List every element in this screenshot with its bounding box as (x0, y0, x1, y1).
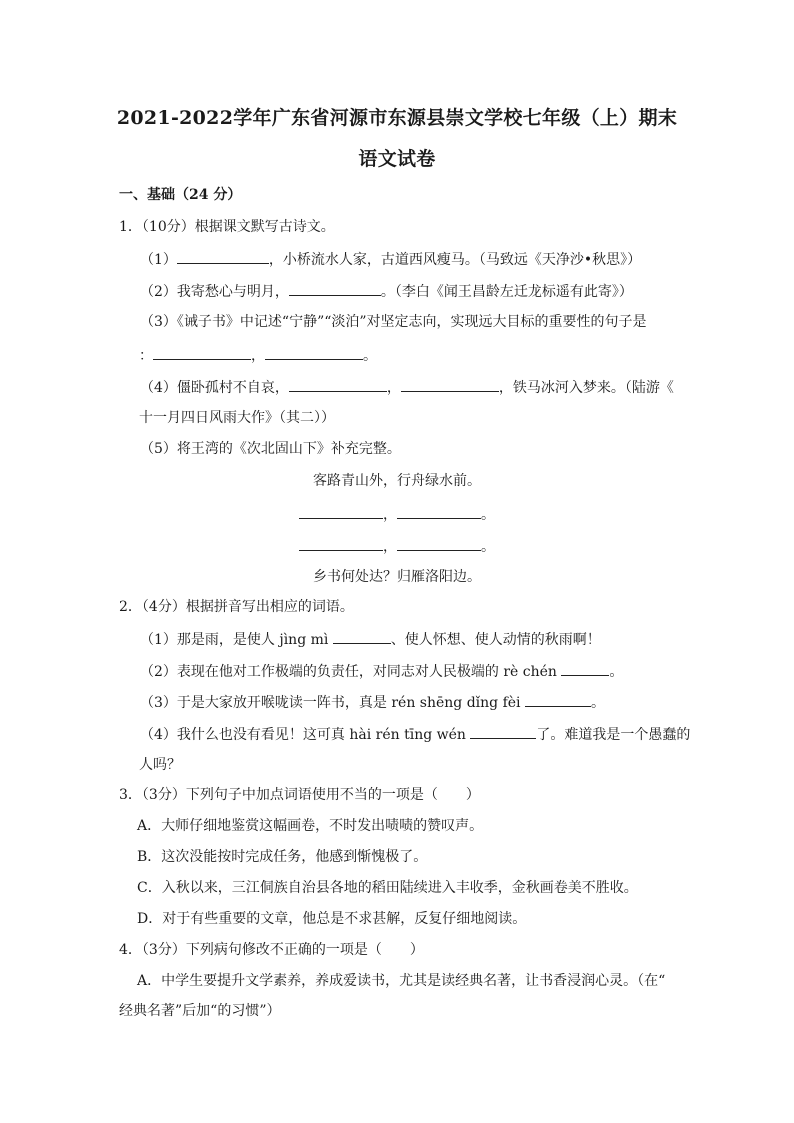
q2-part4-text-a: （4）我什么也没有看见！这可真 hài rén tīng wén (140, 727, 471, 743)
q2-part2-text-a: （2）表现在他对工作极端的负责任，对同志对人民极端的 rè chén (140, 664, 562, 680)
q1-stem: 1．（10分）根据课文默写古诗文。 (119, 219, 335, 235)
q4-option-a-line1[interactable]: A．中学生要提升文学素养，养成爱读书，尤其是读经典名著，让书香浸润心灵。（在“ (137, 973, 666, 989)
q2-part2 (140, 662, 623, 680)
q2-part1-blank[interactable] (333, 630, 391, 644)
q2-part3-text-a: （3）于是大家放开喉咙读一阵书，真是 rén shēng dǐng fèi (140, 695, 525, 711)
q1-part3-colon: ： (139, 348, 153, 364)
q3-option-c[interactable]: C．入秋以来，三江侗族自治县各地的稻田陆续进入丰收季，金秋画卷美不胜收。 (137, 880, 638, 896)
q1-part4-blank2[interactable] (401, 378, 499, 392)
q1-part4-line1 (140, 378, 674, 396)
poem-line3-end: 。 (481, 539, 495, 555)
q2-stem: 2．（4分）根据拼音写出相应的词语。 (119, 599, 354, 615)
poem-line2-comma: ， (383, 507, 397, 523)
q2-part4-line1 (140, 725, 690, 743)
poem-line3-comma: ， (383, 539, 397, 555)
q2-part3-text-b: 。 (590, 695, 605, 711)
poem-line3-blank1[interactable] (299, 537, 383, 551)
q1-part3-blank1[interactable] (153, 346, 251, 360)
q1-part2-text-b: 。（李白《闻王昌龄左迁龙标遥有此寄》） (380, 284, 633, 300)
q3-option-b[interactable]: B．这次没能按时完成任务，他感到惭愧极了。 (137, 849, 428, 865)
poem-line2-blank2[interactable] (397, 505, 481, 519)
q2-part3-blank[interactable] (525, 693, 591, 707)
poem-line3 (0, 537, 794, 555)
q1-part5: （5）将王湾的《次北固山下》补充完整。 (140, 441, 401, 457)
q2-part1-text-b: 、使人怀想、使人动情的秋雨啊！ (390, 632, 601, 648)
q1-part1-number: （1） (140, 252, 177, 268)
exam-title-line2: 语文试卷 (358, 148, 436, 170)
q1-part4-text-b: ，铁马冰河入梦来。（陆游《 (498, 380, 674, 396)
poem-line4: 乡书何处达？归雁洛阳边。 (313, 569, 481, 585)
q1-part1-text: ，小桥流水人家，古道西风瘦马。（马致远《天净沙•秋思》） (268, 252, 642, 268)
q1-part3-line1: （3）《诫子书》中记述“宁静”“淡泊”对坚定志向，实现远大目标的重要性的句子是 (140, 314, 647, 330)
q1-part2-text-a: （2）我寄愁心与明月， (140, 284, 289, 300)
section-heading-basics: 一、基础（24 分） (119, 187, 242, 203)
exam-title-line1: 2021-2022学年广东省河源市东源县崇文学校七年级（上）期末 (116, 107, 678, 129)
q1-part1 (140, 250, 641, 268)
q1-part2-blank[interactable] (289, 282, 381, 296)
q2-part2-text-b: 。 (609, 664, 624, 680)
poem-line3-blank2[interactable] (397, 537, 481, 551)
poem-line2-blank1[interactable] (299, 505, 383, 519)
q1-part3-end: 。 (363, 348, 377, 364)
q1-part4-line2: 十一月四日风雨大作》（其二）） (139, 410, 335, 426)
q3-option-d[interactable]: D．对于有些重要的文章，他总是不求甚解，反复仔细地阅读。 (137, 911, 527, 927)
q3-option-a[interactable]: A．大师仔细地鉴赏这幅画卷，不时发出啧啧的赞叹声。 (137, 818, 484, 834)
q2-part2-blank[interactable] (561, 662, 609, 676)
q2-part1 (140, 630, 601, 648)
q1-part4-blank1[interactable] (289, 378, 387, 392)
poem-line2-end: 。 (481, 507, 495, 523)
q2-part4-blank[interactable] (470, 725, 536, 739)
q2-part1-text-a: （1）那是雨，是使人 jìng mì (140, 632, 333, 648)
q1-part3-blank2[interactable] (265, 346, 363, 360)
q4-option-a-line2: 经典名著”后加“的习惯”） (119, 1003, 281, 1019)
q2-part4-text-b: 了。难道我是一个愚蠢的 (536, 727, 691, 743)
q3-stem: 3．（3分）下列句子中加点词语使用不当的一项是（ ） (119, 787, 480, 803)
poem-line2 (0, 505, 794, 523)
poem-line1: 客路青山外，行舟绿水前。 (313, 473, 481, 489)
q1-part3-comma: ， (251, 348, 265, 364)
q1-part1-blank[interactable] (177, 250, 269, 264)
q2-part3 (140, 693, 605, 711)
q4-stem: 4．（3分）下列病句修改不正确的一项是（ ） (119, 942, 424, 958)
q1-part3-line2 (139, 346, 377, 364)
q1-part4-comma: ， (386, 380, 401, 396)
q1-part2 (140, 282, 633, 300)
q2-part4-line2: 人吗？ (139, 757, 181, 773)
q1-part4-text-a: （4）僵卧孤村不自哀， (140, 380, 289, 396)
